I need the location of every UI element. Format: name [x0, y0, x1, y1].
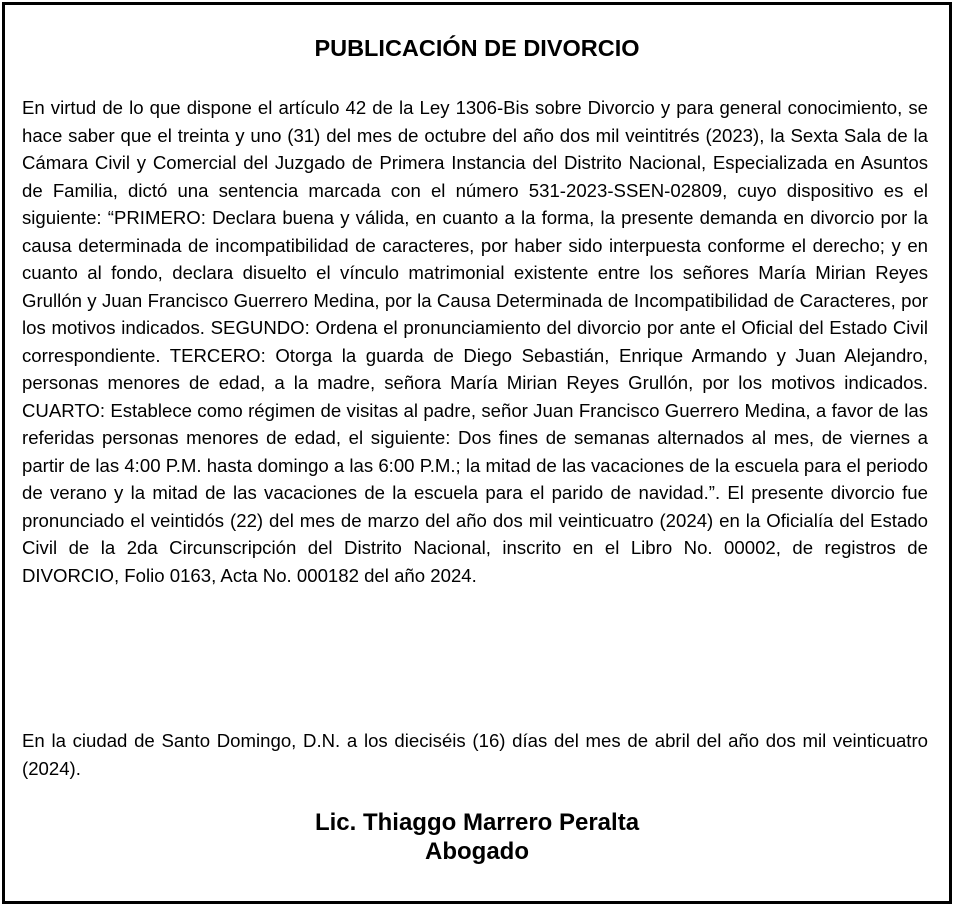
signatory-name: Lic. Thiaggo Marrero Peralta — [314, 809, 640, 836]
notice-title: PUBLICACIÓN DE DIVORCIO — [314, 35, 640, 61]
signatory-title: Abogado — [425, 838, 529, 865]
notice-body: En virtud de lo que dispone el artículo 42 de la Ley 1306-Bis sobre Divorcio y para general conocimiento, se hace saber que el treinta y uno (31) del mes de octubre del año dos mil veintitrés (2023), la Sexta Sala de la Cámara Civil y Comercial del Juzgado de Primera Instancia del Distrito Nacional, Especializada en Asuntos de Familia, dictó una sentencia marcada con el número 531-2023-SSEN-02809, cuyo dispositivo es el siguiente: “PRIMERO: Declara buena y válida, en cuanto a la forma, la presente demanda en divorcio por la causa determinada de incompatibilidad de caracteres, por haber sido interpuesta conforme el derecho; y en cuanto al fondo, declara disuelto el vínculo matrimonial existente entre los señores María Mirian Reyes Grullón y Juan Francisco Guerrero Medina, por la Causa Determinada de Incompatibilidad de Caracteres, por los motivos indicados. SEGUNDO: Ordena el pronunciamiento del divorcio por ante el Oficial del Estado Civil correspondiente. TERCERO: Otorga la guarda de Diego Sebastián, Enrique Armando y Juan Alejandro, personas menores de edad, a la madre, señora María Mirian Reyes Grullón, por los motivos indicados. CUARTO: Establece como régimen de visitas al padre, señor Juan Francisco Guerrero Medina, a favor de las referidas personas menores de edad, el siguiente: Dos fines de semanas alternados al mes, de viernes a partir de las 4:00 P.M. hasta domingo a las 6:00 P.M.; la mitad de las vacaciones de la escuela para el periodo de verano y la mitad de las vacaciones de la escuela para el parido de navidad.”. El presente divorcio fue pronunciado el veintidós (22) del mes de marzo del año dos mil veinticuatro (2024) en la Oficialía del Estado Civil de la 2da Circunscripción del Distrito Nacional, inscrito en el Libro No. 00002, de registros de DIVORCIO, Folio 0163, Acta No. 000182 del año 2024. — [22, 97, 928, 586]
notice-frame — [2, 2, 952, 904]
signature-block — [5, 808, 949, 866]
notice-closing: En la ciudad de Santo Domingo, D.N. a los dieciséis (16) días del mes de abril del año dos mil veinticuatro (2024). — [22, 730, 928, 779]
